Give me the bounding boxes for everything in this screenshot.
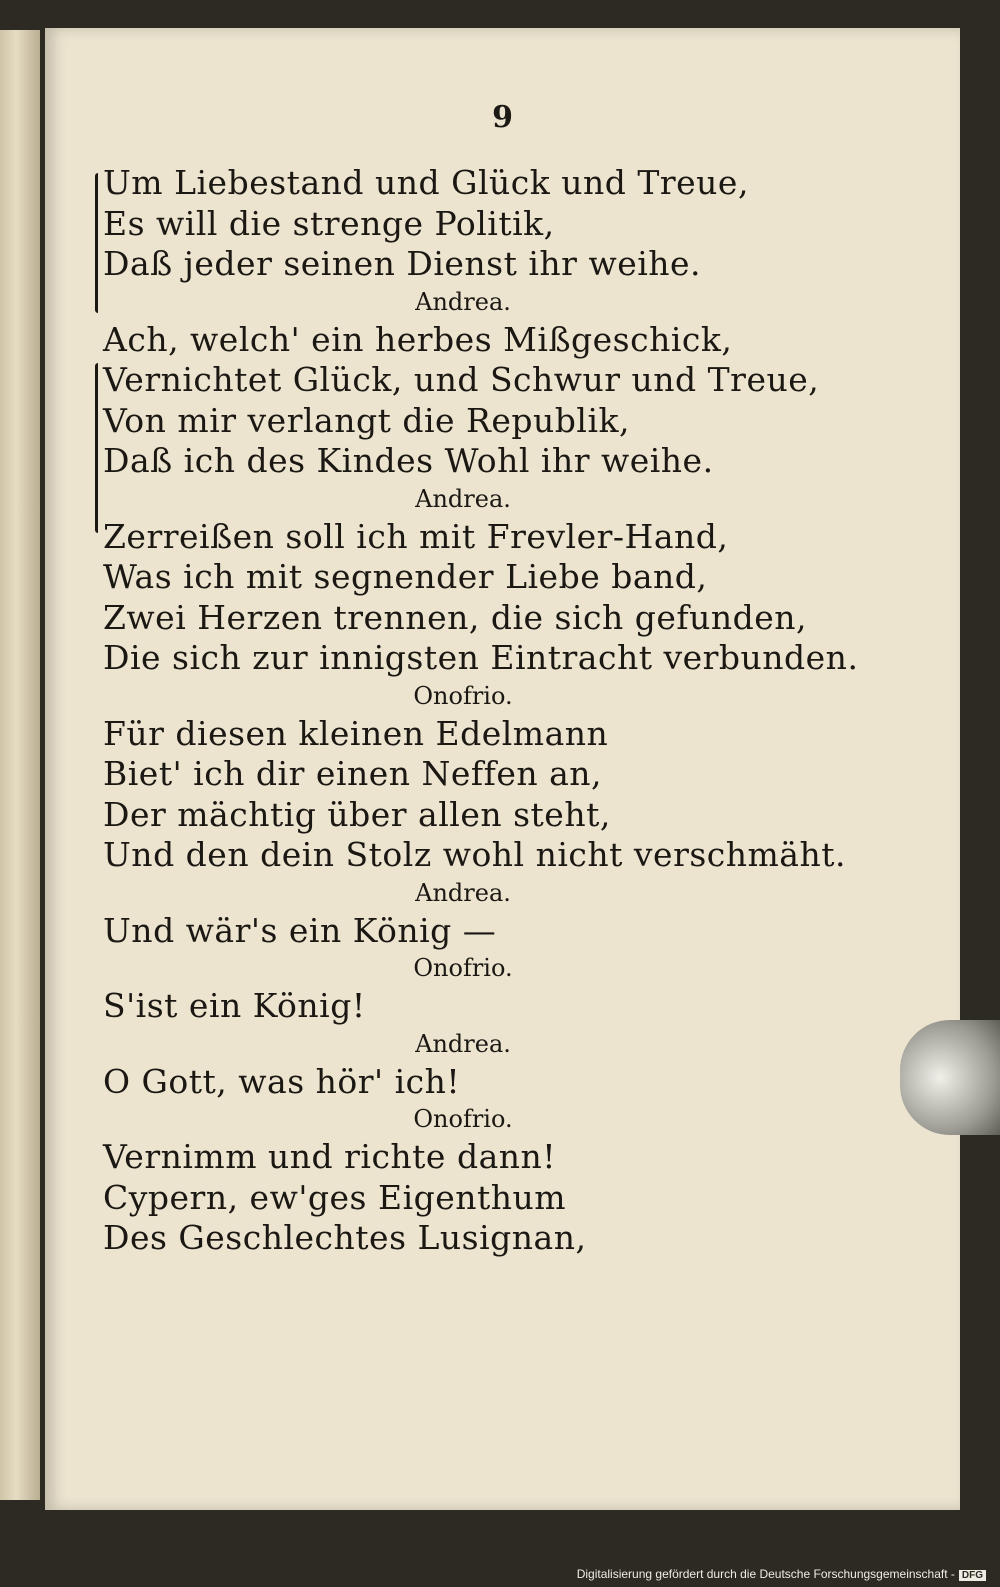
speaker-name: Andrea. <box>415 878 511 907</box>
verse-line: Vernichtet Glück, und Schwur und Treue, <box>103 360 820 399</box>
dfg-logo: DFG <box>959 1570 986 1581</box>
speaker-name: Andrea. <box>415 1029 511 1058</box>
verse-line: Biet' ich dir einen Neffen an, <box>103 754 603 793</box>
verse-line: Es will die strenge Politik, <box>103 203 555 243</box>
adjacent-page-edge <box>0 30 40 1500</box>
verse-line: Was ich mit segnender Liebe band, <box>103 557 708 596</box>
verse-line: Der mächtig über allen steht, <box>103 794 611 834</box>
speaker-name: Andrea. <box>415 484 511 513</box>
page-number: 9 <box>492 100 513 135</box>
verse-line: Und wär's ein König — <box>103 910 497 950</box>
speaker-name: Onofrio. <box>413 954 513 982</box>
verse-line: S'ist ein König! <box>103 986 366 1025</box>
verse-text <box>103 163 859 1259</box>
verse-bracket <box>95 173 98 313</box>
page-clip <box>900 1020 1000 1135</box>
speaker-name: Andrea. <box>415 287 511 316</box>
verse-line: Ach, welch' ein herbes Mißgeschick, <box>103 319 733 359</box>
verse-line: Um Liebestand und Glück und Treue, <box>103 163 749 202</box>
digitization-credit <box>577 1567 986 1581</box>
verse-line: Für diesen kleinen Edelmann <box>103 713 609 753</box>
book-page <box>45 28 960 1510</box>
verse-line: Zerreißen soll ich mit Frevler-Hand, <box>103 516 729 556</box>
credit-text: Digitalisierung gefördert durch die Deutsche Forschungsgemeinschaft - <box>576 1567 955 1581</box>
verse-bracket <box>95 363 98 533</box>
verse-line: Cypern, ew'ges Eigenthum <box>103 1177 567 1217</box>
verse-line: Daß jeder seinen Dienst ihr weihe. <box>103 244 702 283</box>
verse-line: O Gott, was hör' ich! <box>103 1061 461 1101</box>
verse-line: Und den dein Stolz wohl nicht verschmäht. <box>103 835 846 874</box>
verse-line: Die sich zur innigsten Eintracht verbunden. <box>103 638 859 677</box>
speaker-name: Onofrio. <box>413 1105 513 1133</box>
speaker-name: Onofrio. <box>413 681 513 710</box>
verse-line: Zwei Herzen trennen, die sich gefunden, <box>103 597 808 637</box>
verse-line: Daß ich des Kindes Wohl ihr weihe. <box>103 441 714 480</box>
verse-line: Des Geschlechtes Lusignan, <box>103 1218 587 1257</box>
verse-line: Von mir verlangt die Republik, <box>103 400 630 440</box>
verse-line: Vernimm und richte dann! <box>103 1137 557 1176</box>
